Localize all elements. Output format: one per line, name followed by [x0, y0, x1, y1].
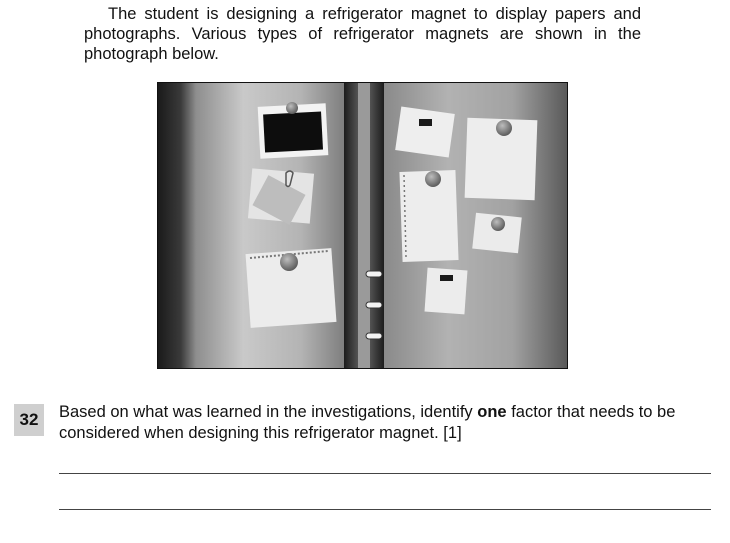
question-emphasis: one: [477, 403, 507, 421]
small-note: [472, 213, 522, 254]
round-magnet: [280, 253, 298, 271]
round-magnet: [491, 217, 505, 231]
bottom-note: [425, 268, 468, 315]
note-top-right: [465, 118, 538, 200]
intro-paragraph: [84, 4, 641, 64]
round-magnet: [286, 102, 298, 114]
answer-line-2[interactable]: [59, 509, 711, 510]
note-top-left: [395, 106, 455, 157]
round-magnet: [496, 120, 512, 136]
question-number: 32: [14, 404, 44, 436]
refrigerator-illustration: [158, 83, 567, 368]
question-text: Based on what was learned in the investigations, identify one factor that needs to be considered when designing this refrigerator magnet. [1]: [59, 403, 676, 442]
refrigerator-photograph: [157, 82, 568, 369]
intro-text: The student is designing a refrigerator magnet to display papers and photographs. Various types of refrigerator magnets are shown in the photograph below.: [84, 5, 641, 63]
clipped-papers: [248, 168, 314, 224]
round-magnet: [425, 171, 441, 187]
answer-line-1[interactable]: [59, 473, 711, 474]
notepad-note: [246, 248, 337, 328]
rectangle-magnet: [440, 275, 453, 281]
photo-note: [258, 102, 329, 159]
rectangle-magnet: [419, 119, 432, 126]
lined-note: [399, 170, 458, 262]
